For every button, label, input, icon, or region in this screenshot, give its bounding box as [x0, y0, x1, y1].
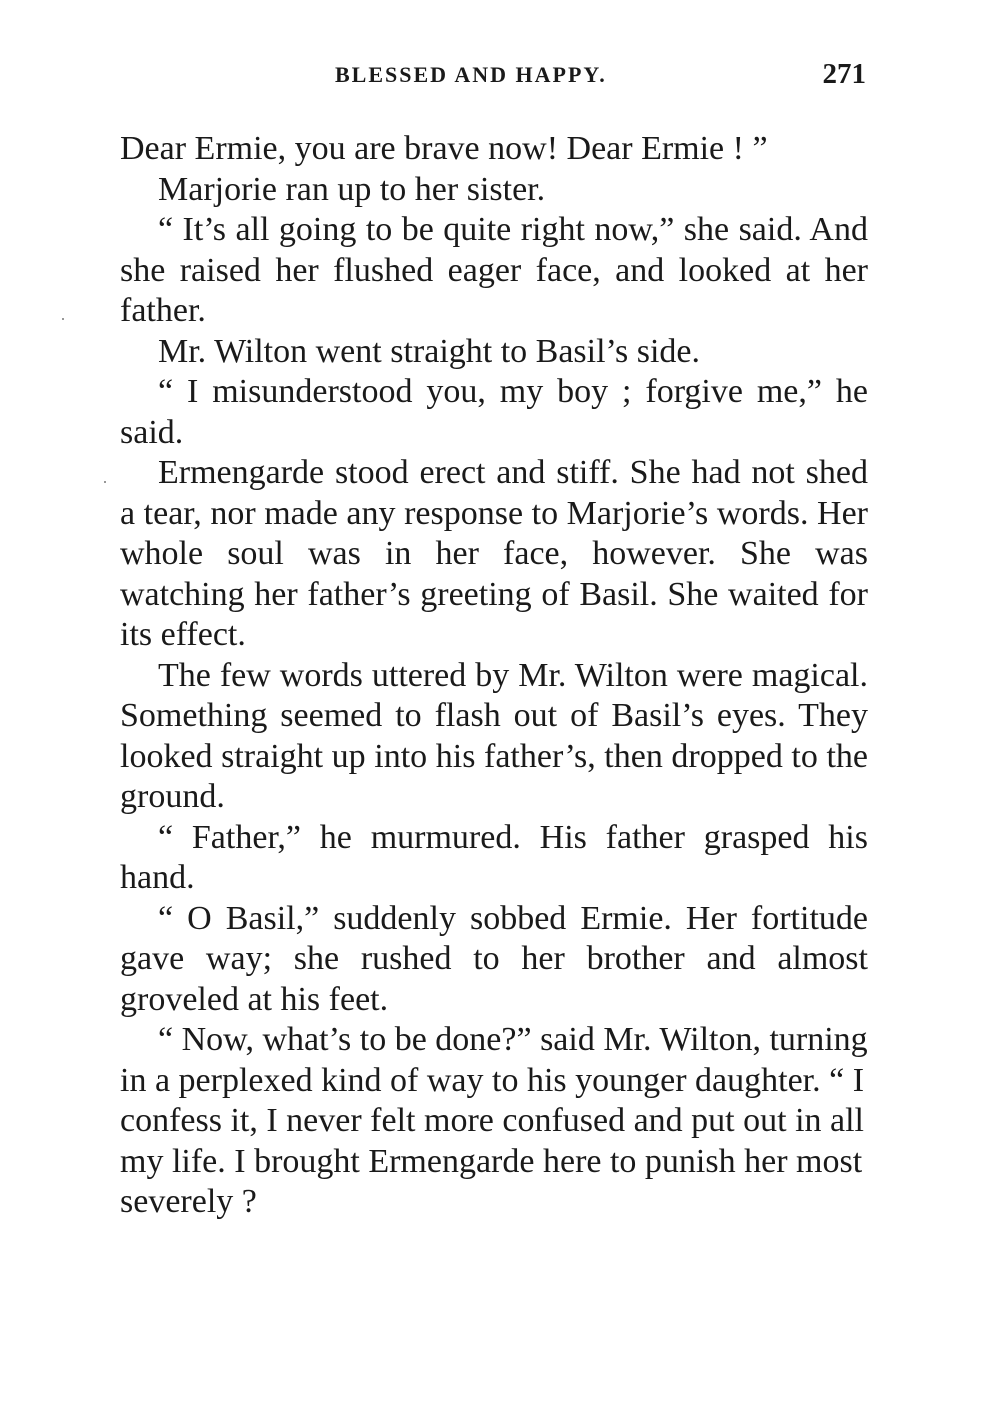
body-text	[120, 129, 868, 1223]
running-title: BLESSED AND HAPPY.	[335, 62, 607, 87]
page-number: 271	[822, 58, 866, 90]
paragraph: “ O Basil,” suddenly sobbed Ermie. Her fortitude gave way; she rushed to her brother and almost groveled at his feet.	[120, 899, 868, 1018]
paragraph: Ermengarde stood erect and stiff. She had not shed a tear, nor made any response to Marjorie’s words. Her whole soul was in her face, however. She was watching her father’s greeting of Basil. She waited for its effect.	[120, 454, 868, 653]
running-header	[120, 58, 870, 98]
scan-speck	[104, 481, 106, 483]
paragraph: “ I misunderstood you, my boy ; forgive me,” he said.	[120, 373, 868, 451]
paragraph: Mr. Wilton went straight to Basil’s side.	[158, 332, 700, 370]
paragraph: “ It’s all going to be quite right now,” she said. And she raised her flushed eager face, and looked at her father.	[120, 211, 868, 329]
paragraph: Dear Ermie, you are brave now! Dear Ermie ! ”	[120, 130, 768, 167]
paragraph: “ Father,” he murmured. His father grasped his hand.	[120, 818, 868, 896]
paragraph: The few words uttered by Mr. Wilton were magical. Something seemed to flash out of Basil’s eyes. They looked straight up into his father’s, then dropped to the ground.	[120, 656, 868, 815]
scan-speck	[62, 318, 64, 320]
paragraph: Marjorie ran up to her sister.	[158, 170, 546, 208]
paragraph: “ Now, what’s to be done?” said Mr. Wilton, turning in a perplexed kind of way to his younger daughter. “ I confess it, I never felt more confused and put out in all my life. I brought Ermengarde here to punish her most severely ?	[120, 1021, 868, 1220]
